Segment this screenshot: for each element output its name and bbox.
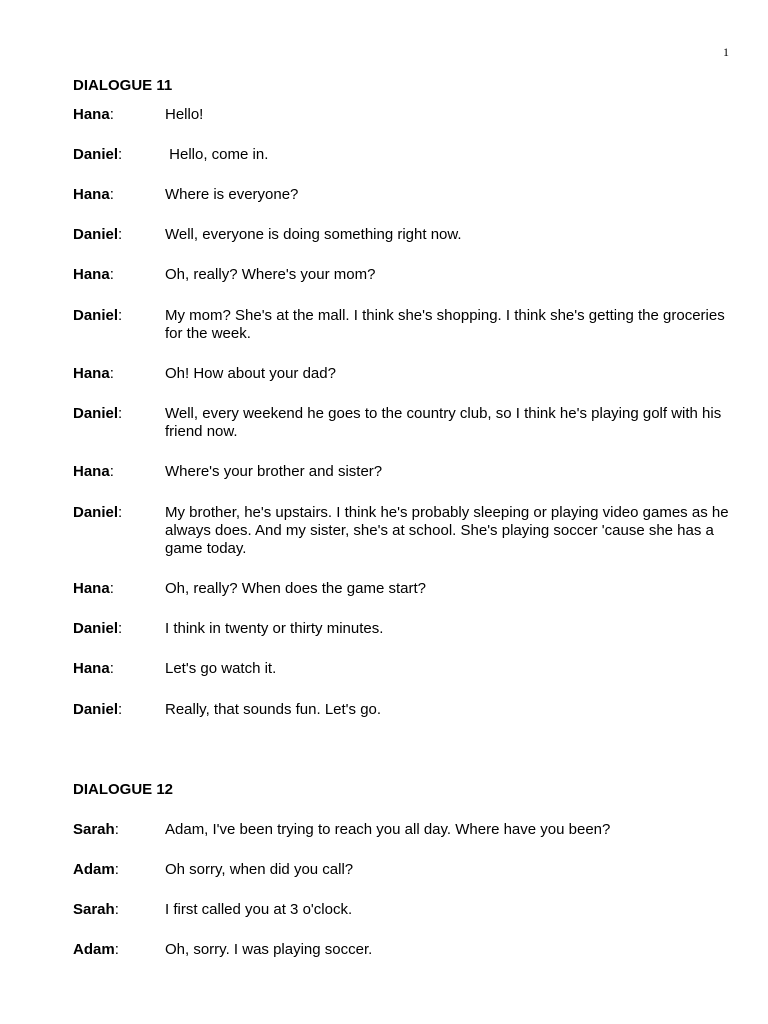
speaker-label: Hana: — [73, 365, 114, 382]
speaker-name: Daniel — [73, 701, 119, 718]
speaker-label: Daniel: — [73, 701, 123, 718]
speaker-label: Daniel: — [73, 620, 123, 637]
speaker-label: Hana: — [73, 106, 114, 123]
dialogue-heading: DIALOGUE 12 — [73, 781, 174, 798]
speaker-name: Hana — [73, 106, 110, 123]
speaker-name: Sarah — [73, 901, 115, 918]
line-text: Well, everyone is doing something right now. — [165, 226, 462, 243]
speaker-name: Daniel — [73, 405, 119, 422]
speaker-name: Daniel — [73, 146, 119, 163]
speaker-name: Adam — [73, 941, 115, 958]
speaker-name: Adam — [73, 861, 115, 878]
line-text: Oh sorry, when did you call? — [165, 861, 354, 878]
speaker-name: Daniel — [73, 226, 119, 243]
line-text: Oh, sorry. I was playing soccer. — [165, 941, 373, 958]
line-text: Where's your brother and sister? — [165, 463, 383, 480]
line-text: Oh! How about your dad? — [165, 365, 336, 382]
line-text: My brother, he's upstairs. I think he's probably sleeping or playing video games as he always does. And my sister, she's at school. She's playing soccer 'cause she has a game today. — [165, 504, 729, 557]
speaker-name: Sarah — [73, 821, 115, 838]
dialogue-heading: DIALOGUE 11 — [73, 77, 173, 94]
speaker-label: Daniel: — [73, 504, 123, 521]
speaker-label: Hana: — [73, 186, 114, 203]
line-text: Oh, really? When does the game start? — [165, 580, 426, 597]
line-text: Oh, really? Where's your mom? — [165, 266, 376, 283]
line-text: Well, every weekend he goes to the country club, so I think he's playing golf with his friend now. — [165, 405, 722, 440]
line-text: Let's go watch it. — [165, 660, 277, 677]
speaker-label: Hana: — [73, 266, 114, 283]
speaker-name: Daniel — [73, 620, 119, 637]
speaker-label: Daniel: — [73, 226, 123, 243]
speaker-label: Daniel: — [73, 146, 123, 163]
speaker-name: Hana — [73, 365, 110, 382]
line-text: I think in twenty or thirty minutes. — [165, 620, 384, 637]
speaker-name: Daniel — [73, 307, 119, 324]
speaker-label: Daniel: — [73, 307, 123, 324]
speaker-label: Adam: — [73, 941, 119, 958]
speaker-label: Daniel: — [73, 405, 123, 422]
line-text: Adam, I've been trying to reach you all day. Where have you been? — [165, 821, 611, 838]
line-text: Where is everyone? — [165, 186, 299, 203]
speaker-name: Hana — [73, 580, 110, 597]
speaker-name: Daniel — [73, 504, 119, 521]
speaker-name: Hana — [73, 660, 110, 677]
speaker-label: Hana: — [73, 580, 114, 597]
line-text: I first called you at 3 o'clock. — [165, 901, 353, 918]
speaker-label: Sarah: — [73, 821, 119, 838]
line-text: Hello! — [165, 106, 204, 123]
speaker-name: Hana — [73, 266, 110, 283]
speaker-label: Hana: — [73, 463, 114, 480]
speaker-name: Hana — [73, 463, 110, 480]
speaker-label: Sarah: — [73, 901, 119, 918]
page-number: 1 — [723, 45, 729, 59]
speaker-label: Adam: — [73, 861, 119, 878]
line-text: Hello, come in. — [165, 146, 269, 163]
line-text: My mom? She's at the mall. I think she's shopping. I think she's getting the groceries for the week. — [165, 307, 725, 342]
line-text: Really, that sounds fun. Let's go. — [165, 701, 382, 718]
speaker-name: Hana — [73, 186, 110, 203]
speaker-label: Hana: — [73, 660, 114, 677]
